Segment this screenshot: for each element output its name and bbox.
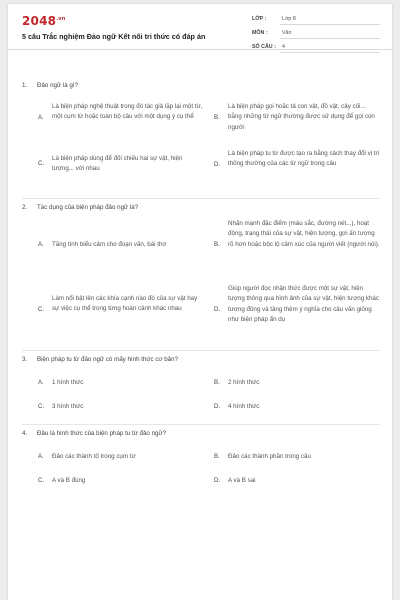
option-letter: B. [214,379,220,386]
option-letter: A. [38,114,44,121]
option-letter: A. [38,379,44,386]
worksheet-header [8,4,392,50]
question-number: 4. [22,430,28,437]
question-divider [22,424,380,425]
question-text: Biện pháp tu từ đảo ngữ có mấy hình thức cơ bản? [37,356,179,363]
question-text: Tác dụng của biện pháp đảo ngữ là? [37,204,139,211]
option-letter: C. [38,306,45,313]
option-letter: B. [214,241,220,248]
logo-suffix: .vn [56,16,66,22]
option-text: Nhấn mạnh đặc điểm (màu sắc, đường nét...), hoạt động, trạng thái của sự vật, hiện tượng, gợi ấn tượng rõ hơn hoặc bộc lộ cảm xúc của người viết (người nói). [228,220,380,248]
meta-grade [252,16,380,26]
page-title: 5 câu Trắc nghiệm Đảo ngữ Kết nối tri thức có đáp án [22,32,206,41]
option-letter: C. [38,477,45,484]
option-text: 2 hình thức [228,379,260,386]
meta-subject-value: Văn [282,30,292,36]
question-text: Đâu là hình thức của biện pháp tu từ đảo ngữ? [37,430,167,437]
option-letter: D. [214,306,221,313]
option-letter: D. [214,477,221,484]
option-text: Là biện pháp dùng để đối chiếu hai sự vật, hiện tượng... với nhau [52,155,183,173]
meta-grade-value: Lớp 8 [282,16,296,22]
option-text: Đảo các thành tố trong cụm từ [52,453,136,460]
meta-count-underline [280,52,380,53]
option-letter: B. [214,114,220,121]
site-logo[interactable] [22,14,66,28]
option-text: A và B đúng [52,477,86,484]
question-divider [22,350,380,351]
option-text: Là biện pháp nghệ thuật trong đó tác giả lặp lại một từ, một cụm từ hoặc toàn bộ câu với một dụng ý cụ thể [52,103,203,121]
option-letter: C. [38,160,45,167]
meta-subject-underline [280,38,380,39]
option-letter: A. [38,453,44,460]
option-letter: D. [214,403,221,410]
question-number: 3. [22,356,28,363]
meta-grade-label: LỚP : [252,16,267,22]
meta-count-label: SỐ CÂU : [252,44,276,50]
option-text: 3 hình thức [52,403,84,410]
question-number: 1. [22,82,28,89]
option-text: Là biện pháp gọi hoặc tả con vật, đồ vật, cây cối... bằng những từ ngữ thường được sử dụng để gọi con người [228,103,375,131]
worksheet-page [8,4,392,600]
option-letter: A. [38,241,44,248]
meta-subject [252,30,380,40]
meta-count-value: 4 [282,44,285,50]
option-letter: C. [38,403,45,410]
meta-subject-label: MÔN : [252,30,268,36]
question-text: Đảo ngữ là gì? [37,82,78,89]
logo-text: 2048 [22,14,57,28]
meta-count [252,44,380,54]
question-number: 2. [22,204,28,211]
option-text: Làm nổi bật lên các khía cạnh nào đó của sự vật hay sự việc cụ thể trong từng hoàn cảnh khác nhau [52,295,198,313]
option-text: Đảo các thành phần trong câu [228,453,311,460]
option-text: 4 hình thức [228,403,260,410]
option-text: A và B sai [228,477,256,484]
option-text: Giúp người đọc nhận thức được một sự vật, hiện tượng thông qua hình ảnh của sự vật, hiện tượng khác tương đồng và tăng thêm ý nghĩa cho câu văn giống như biện pháp ẩn dụ [228,285,379,324]
option-letter: D. [214,161,221,168]
meta-grade-underline [280,24,380,25]
option-text: Là biện pháp tu từ được tạo ra bằng cách thay đổi vị trí thông thường của các từ ngữ trong câu [228,150,380,168]
option-text: Tăng tính biểu cảm cho đoạn văn, bài thơ [52,241,167,248]
option-letter: B. [214,453,220,460]
option-text: 1 hình thức [52,379,84,386]
question-divider [22,198,380,199]
